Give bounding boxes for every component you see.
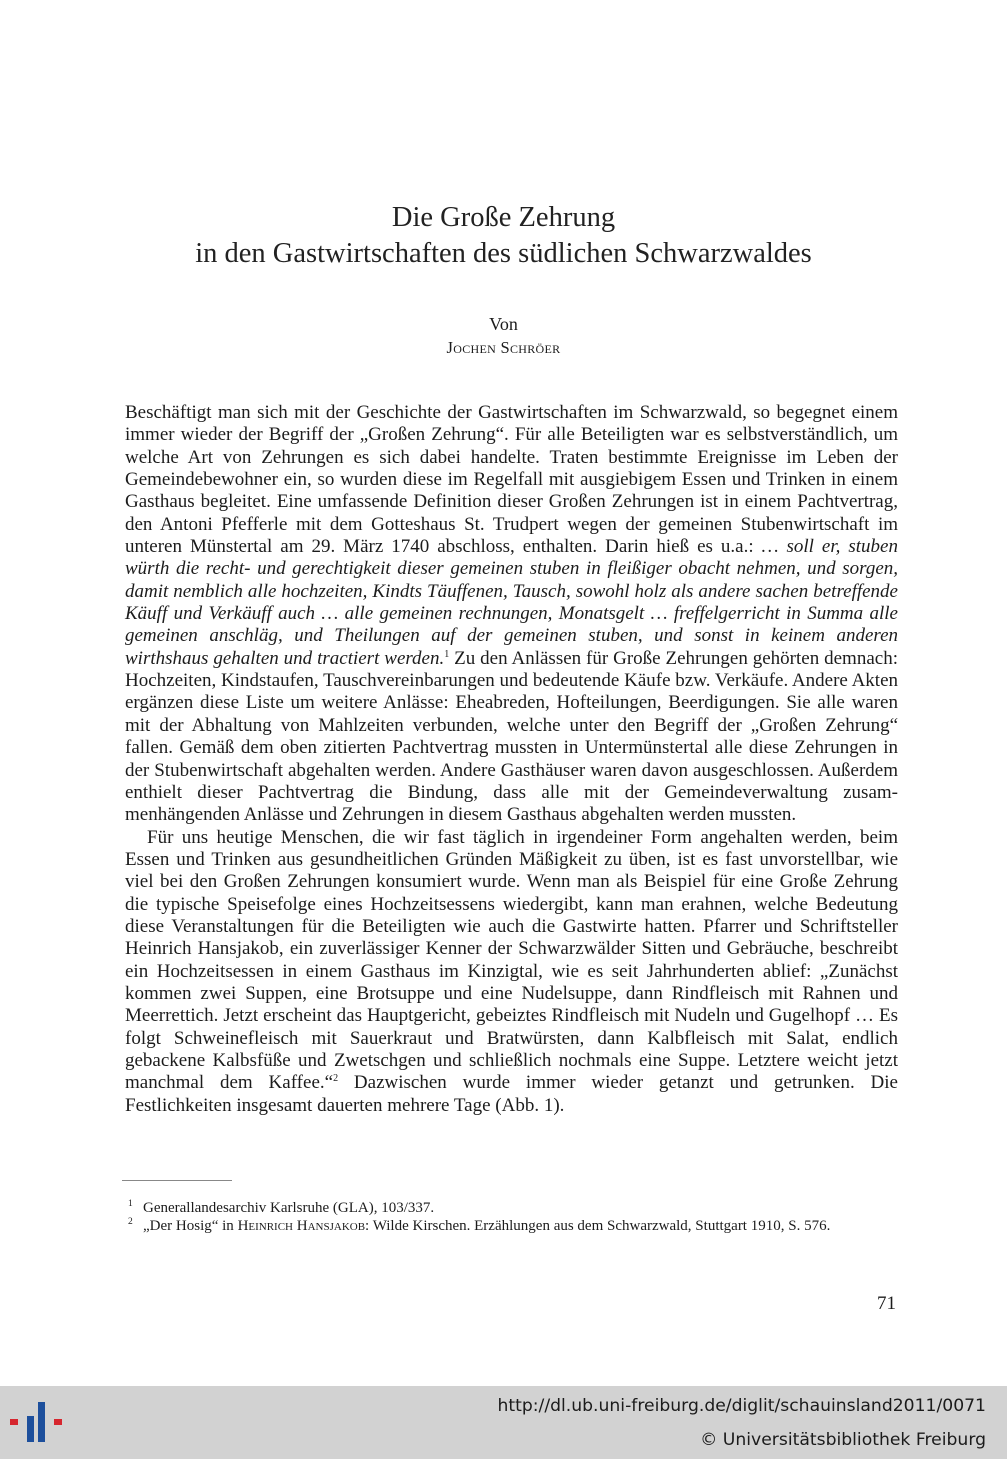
paragraph-1	[125, 402, 898, 827]
paragraph-1-text: Beschäftigt man sich mit der Geschichte der Gastwirtschaften im Schwarzwald, so begegnet einem immer wieder der Begriff der „Großen Zehrung“. Für alle Beteiligten war es selbstverständlich, um welche Art von Zehrungen es sich dabei handelte. Traten bestimmte Ereignisse im Leben der Gemeindebewohner ein, so wurden diese im Regelfall mit ausgiebigem Essen und Trinken in einem Gasthaus begleitet. Eine umfassende Definition dieser Großen Zehrungen ist in einem Pachtvertrag, den Antoni Pfefferle mit dem Gotteshaus St. Trudpert wegen der gemeinen Stubenwirtschaft im unteren Münstertal am 29. März 1740 abschloss, enthalten. Darin hieß es u.a.:	[125, 402, 898, 558]
page-number: 71	[877, 1293, 896, 1314]
byline-von: Von	[489, 314, 518, 334]
paragraph-2-text-continued: Dazwischen wurde immer wieder getanzt und getrunken. Die Festlichkeiten insgesamt dauerten mehrere Tage (Abb. 1).	[125, 1072, 898, 1116]
copyright-notice: © Universitätsbibliothek Freiburg	[700, 1430, 986, 1450]
library-footer-bar	[0, 1386, 1007, 1459]
library-logo-icon	[10, 1402, 66, 1442]
footnote-1-text: Generallandesarchiv Karlsruhe (GLA), 103/337.	[143, 1200, 435, 1216]
paragraph-1-text-continued: Zu den Anlässen für Große Zehrungen gehörten demnach: Hochzeiten, Kindstaufen, Tauschvereinbarungen und bedeutende Käufe bzw. Verkäufe. Andere Akten ergänzen diese Liste um weitere Anlässe: Eheabreden, Hofteilungen, Beerdigungen. Sie alle waren mit der Abhaltung von Mahlzeiten verbunden, welche unter den Begriff der „Großen Zehrung“ fallen. Gemäß dem oben zitierten Pachtvertrag mussten in Untermünstertal alle diese Zehrungen in der Stubenwirtschaft abgehalten werden. Andere Gasthäuser waren davon ausgeschlossen. Außerdem enthielt dieser Pachtvertrag die Bindung, dass alle mit der Gemeindeverwaltung zusammenhängenden Anlässe und Zehrungen in diesem Gasthaus abgehalten werden mussten.	[125, 647, 898, 826]
footnote-2-number: 2	[128, 1217, 133, 1227]
footnote-1-number: 1	[128, 1199, 133, 1209]
author-name: Jochen Schröer	[446, 338, 561, 357]
archival-quote: … soll er, stuben würth die recht- und gerechtigkeit dieser gemeinen stuben in fleißiger obacht nehmen, und sorgen, damit nemblich alle hochzeiten, Kindts Täuffenen, Tausch, sowohl holz als andere sachen betreffende Käuff und Verkäuff auch … alle gemeinen rechnungen, Monatsgelt … freffelgerricht in Summa alle gemeinen anschläg, und Theilungen auf der gemeinen stuben, und sonst in keinem anderen wirthshaus gehalten und tractiert werden.	[125, 536, 898, 669]
footnote-divider	[122, 1180, 232, 1181]
paragraph-2	[125, 827, 898, 1117]
document-url-link[interactable]: http://dl.ub.uni-freiburg.de/diglit/schauinsland2011/0071	[497, 1396, 986, 1416]
footnote-2-text: „Der Hosig“ in	[143, 1218, 238, 1234]
footnotes	[125, 1199, 898, 1235]
article-title-line-1: Die Große Zehrung	[391, 202, 616, 233]
footnote-2-text-continued: : Wilde Kirschen. Erzählungen aus dem Schwarzwald, Stuttgart 1910, S. 576.	[365, 1218, 831, 1234]
footnote-2	[125, 1217, 898, 1235]
footnote-2-author: Heinrich Hansjakob	[237, 1218, 366, 1234]
footnote-ref-1: 1	[444, 648, 450, 660]
article-body	[125, 402, 898, 1117]
article-title-line-2: in den Gastwirtschaften des südlichen Schwarzwaldes	[195, 238, 812, 269]
footnote-ref-2: 2	[333, 1073, 339, 1085]
footnote-1	[125, 1199, 898, 1217]
paragraph-2-text: Für uns heutige Menschen, die wir fast täglich in irgendeiner Form angehalten werden, beim Essen und Trinken aus gesundheitlichen Gründen Mäßigkeit zu üben, ist es fast unvorstellbar, wie viel bei den Großen Zehrungen konsumiert wurde. Wenn man als Beispiel für eine Große Zehrung die typische Speisefolge eines Hochzeitsessens wiedergibt, kann man erahnen, welche Bedeutung diese Veranstaltungen für die Beteiligten wie auch die Gastwirte hatten. Pfarrer und Schriftsteller Heinrich Hansjakob, ein zuverlässiger Kenner der Schwarzwälder Sitten und Gebräuche, beschreibt ein Hochzeitsessen in einem Gasthaus im Kinzigtal, wie es seit Jahrhunderten ablief: „Zunächst kommen zwei Suppen, eine Brotsuppe und eine Nudelsuppe, dann Rindfleisch mit Rahnen und Meerrettich. Jetzt erscheint das Hauptgericht, gebeiztes Rindfleisch mit Nudeln und Gugelhopf … Es folgt Schweinefleisch mit Sauerkraut und Bratwürsten, dann Kalbfleisch mit Salat, endlich gebackene Kalbsfüße und Zwetschgen und schließlich nochmals eine Suppe. Letztere weicht jetzt manchmal dem Kaffee.“	[125, 826, 898, 1094]
